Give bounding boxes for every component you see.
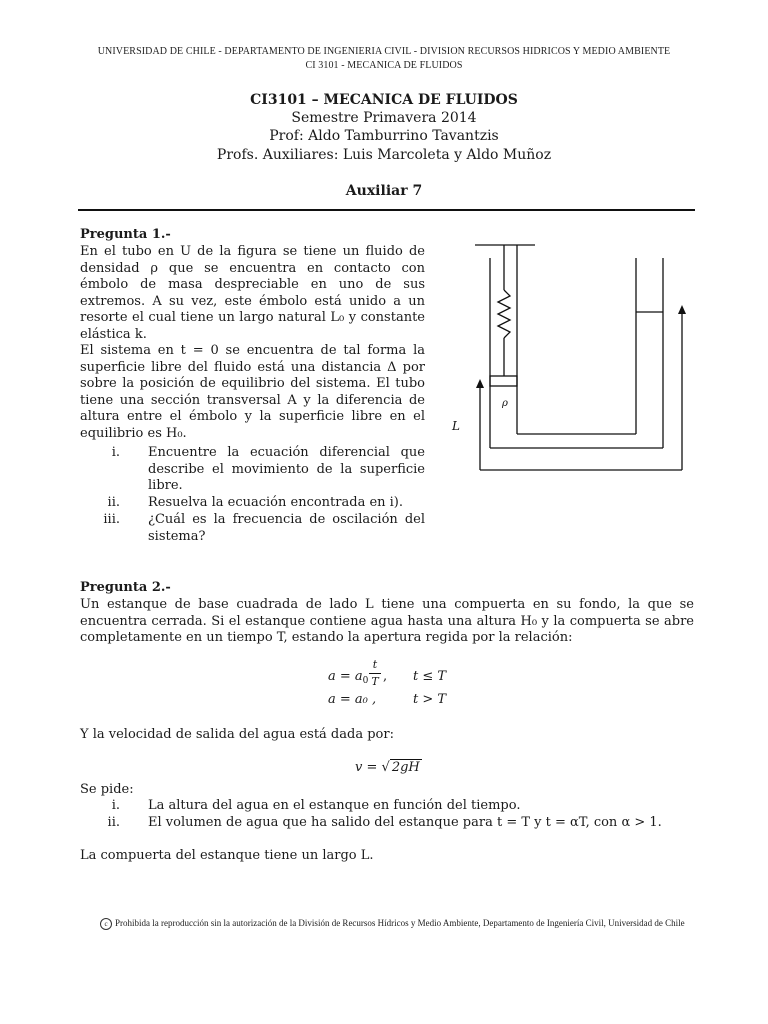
arrow-up-left-icon [476,379,484,388]
piston [490,376,517,386]
q1-line: extremos. A su vez, este émbolo está unido a un [80,293,425,309]
aperture-equations [328,658,468,708]
q1-line: altura entre el émbolo y la superficie libre en el [80,409,425,424]
list-number: i. [111,798,120,813]
header-course: CI 3101 - MECANICA DE FLUIDOS [305,60,463,71]
length-label: L [452,419,460,433]
velocity-lhs: v = [355,760,382,775]
item-line: libre. [148,478,183,493]
spring-icon [498,290,510,338]
q1-line: elástica k. [80,326,147,342]
item-line: describe el movimiento de la superficie [148,461,425,477]
gate-note: La compuerta del estanque tiene un largo L. [80,848,374,863]
eq1-lhs: $a = a_0$ [328,669,369,686]
q1-line: émbolo de masa despreciable en uno de sus [80,277,425,292]
eq1-frac-num: t [372,658,378,671]
velocity-equation [355,760,422,775]
q1-heading: Pregunta 1.- [80,227,171,242]
footer-text: Prohibida la reproducción sin la autorización de la División de Recursos Hídricos y Medio Ambiente, Departamento de Ingeniería Civil, Universidad de Chile [115,918,685,929]
q2-line: Un estanque de base cuadrada de lado L tiene una compuerta en su fondo, la que se [80,597,694,612]
fraction-bar [369,673,381,674]
assistants: Profs. Auxiliares: Luis Marcoleta y Aldo Muñoz [216,147,552,163]
ask-label: Se pide: [80,782,134,797]
item-line: Encuentre la ecuación diferencial que [148,445,425,460]
header-institution: UNIVERSIDAD DE CHILE - DEPARTAMENTO DE INGENIERIA CIVIL - DIVISION RECURSOS HIDRICOS Y MEDIO AMBIENTE [97,46,671,57]
q1-line: En el tubo en U de la figura se tiene un fluido de [80,244,425,259]
eq1-cond: t ≤ T [413,669,447,684]
q1-line: El sistema en t = 0 se encuentra de tal forma la [80,343,425,358]
list-number: i. [111,445,120,460]
arrow-up-right-icon [678,305,686,314]
item-text: La altura del agua en el estanque en función del tiempo. [148,798,521,813]
q1-line: equilibrio es H₀. [80,425,187,441]
list-number: ii. [107,495,120,510]
q2-heading: Pregunta 2.- [80,580,171,595]
title-divider [78,209,695,211]
item-line: Resuelva la ecuación encontrada en i). [148,495,404,510]
velocity-intro: Y la velocidad de salida del agua está dada por: [80,727,394,742]
list-number: iii. [103,512,120,527]
q1-body [80,244,425,442]
item-line: sistema? [148,528,206,544]
sqrt-icon: √ [381,760,390,775]
q2-line: encuentra cerrada. Si el estanque contiene agua hasta una altura H₀ y la compuerta se abre [80,613,694,629]
eq1-frac-den: T [371,675,379,688]
q2-body [80,597,694,647]
eq2-lhs: a = a₀ , [328,692,377,707]
q2-line: completamente en un tiempo T, estando la apertura regida por la relación: [80,630,573,645]
q1-line: resorte el cual tiene un largo natural L₀ y constante [80,310,425,325]
eq2-cond: t > T [413,692,447,707]
list-number: ii. [107,815,120,830]
q1-line: tiene una sección transversal A y la diferencia de [80,392,425,408]
aux-title: Auxiliar 7 [345,183,423,199]
q1-line: superficie libre del fluido está una distancia Δ por [80,359,425,375]
footer [100,918,700,930]
velocity-radicand: 2gH [391,760,420,775]
semester: Semestre Primavera 2014 [291,110,477,126]
item-line: ¿Cuál es la frecuencia de oscilación del [148,512,425,527]
item-text: El volumen de agua que ha salido del estanque para t = T y t = αT, con α > 1. [148,815,662,830]
course-title: CI3101 – MECANICA DE FLUIDOS [250,92,518,108]
copyright-icon: c [100,918,112,930]
q1-line: densidad ρ que se encuentra en contacto con [80,260,425,276]
q1-line: sobre la posición de equilibrio del sistema. El tubo [80,376,425,391]
eq1-comma: , [383,669,388,684]
rho-label: ρ [502,398,508,409]
u-tube-figure [440,238,700,478]
professor: Prof: Aldo Tamburrino Tavantzis [269,128,499,144]
